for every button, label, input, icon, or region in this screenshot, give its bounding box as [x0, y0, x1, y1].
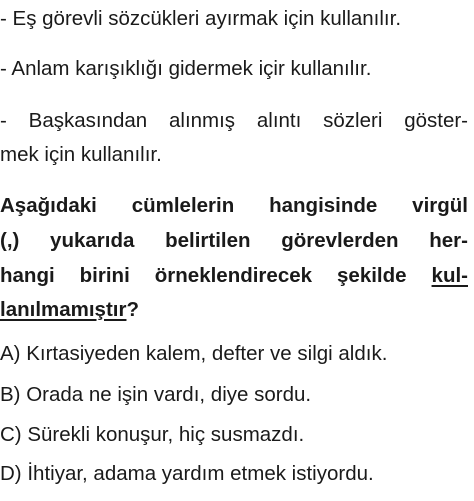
bullet-item-1: - Eş görevli sözcükleri ayırmak için kullanılır.	[0, 7, 402, 30]
question-mark: ?	[126, 298, 139, 321]
option-a[interactable]	[0, 341, 387, 367]
bullet-item-3-line-1: - Başkasından alınmış alıntı sözleri göster-	[0, 109, 468, 132]
question-keyword-part-1: kul-	[431, 264, 468, 287]
bullet-item-3-line-2: mek için kullanılır.	[0, 143, 162, 166]
option-b-letter: B)	[0, 383, 21, 406]
option-b-text: Orada ne işin vardı, diye sordu.	[26, 383, 312, 406]
question-line-2: (,) yukarıda belirtilen görevlerden her-	[0, 229, 468, 252]
question-keyword-part-2: lanılmamıştır	[0, 298, 127, 321]
bullet-item-2: - Anlam karışıklığı gidermek içir kullanılır.	[0, 57, 372, 80]
question-line-1: Aşağıdaki cümlelerin hangisinde virgül	[0, 194, 468, 217]
option-d-letter: D)	[0, 462, 22, 485]
option-b[interactable]	[0, 382, 311, 408]
option-a-letter: A)	[0, 342, 21, 365]
option-c-letter: C)	[0, 423, 22, 446]
option-d[interactable]	[0, 461, 374, 487]
option-a-text: Kırtasiyeden kalem, defter ve silgi aldık.	[26, 342, 388, 365]
question-line-4	[0, 297, 139, 323]
option-c-text: Sürekli konuşur, hiç susmazdı.	[27, 423, 305, 446]
option-d-text: İhtiyar, adama yardım etmek istiyordu.	[27, 462, 374, 485]
option-c[interactable]	[0, 422, 304, 448]
question-line-3-text: hangi birini örneklendirecek şekilde	[0, 264, 432, 287]
question-line-3	[0, 263, 468, 289]
